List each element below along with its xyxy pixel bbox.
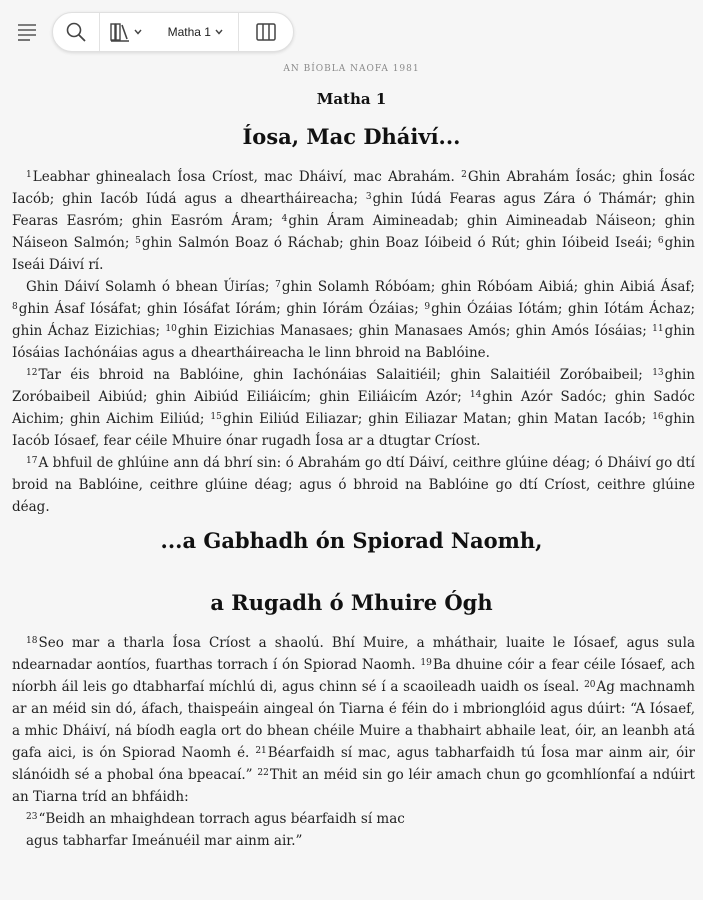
paragraph	[12, 276, 695, 364]
verse-text[interactable]: Ghin Abrahám Íosác; ghin Íosác Iacób; ghin Iacób Iúdá agus a dheartháireacha;	[12, 169, 695, 207]
version-selector[interactable]	[100, 13, 154, 51]
verse-number: 12	[26, 368, 38, 378]
chevron-down-icon	[214, 27, 224, 37]
verse-number: 9	[424, 302, 431, 312]
section-heading: Íosa, Mac Dháiví...	[242, 124, 461, 149]
verse-number: 4	[281, 214, 288, 224]
verse-number: 10	[165, 324, 177, 334]
chapter-content	[0, 58, 703, 852]
paragraph	[12, 166, 695, 276]
paragraph	[12, 452, 695, 518]
books-icon	[109, 21, 131, 43]
quote-line	[26, 808, 703, 830]
quote-text: “Beidh an mhaighdean torrach agus béarfaidh sí mac	[38, 811, 405, 827]
verse-number: 14	[469, 390, 482, 400]
chevron-down-icon	[133, 27, 143, 37]
verse-number: 2	[461, 170, 467, 180]
verse-number: 11	[652, 324, 664, 334]
verse-text[interactable]: ghin Iseái Dáiví rí.	[12, 235, 695, 273]
paragraph	[12, 632, 695, 808]
verse-number: 18	[26, 636, 38, 646]
verse-number: 6	[657, 236, 664, 246]
verse-number: 19	[420, 658, 432, 668]
parallel-columns-icon	[255, 21, 277, 43]
verse-text[interactable]: ghin Zoróbaibeil Aibiúd; ghin Aibiúd Eiliáicím; ghin Eiliáicím Azór;	[12, 367, 695, 405]
verse-number: 21	[255, 746, 267, 756]
book-chapter-label: Matha 1	[167, 25, 211, 39]
verse-number: 7	[275, 280, 281, 290]
search-button[interactable]	[53, 13, 100, 51]
reader-toolbar	[52, 12, 294, 52]
verse-text[interactable]: Béarfaidh sí mac, agus tabharfaidh tú Íosa mar ainm air, óir slánóidh sé a phobal óna bpeacaí.”	[12, 745, 696, 783]
section-heading: a Rugadh ó Mhuire Ógh	[210, 590, 493, 615]
paragraph	[12, 364, 695, 452]
menu-button[interactable]	[14, 18, 40, 44]
passage-text	[0, 632, 703, 808]
search-icon	[65, 21, 87, 43]
verse-text[interactable]: Leabhar ghinealach Íosa Críost, mac Dháiví, mac Abrahám.	[32, 169, 462, 185]
verse-text[interactable]: ghin Azór Sadóc; ghin Sadóc Aichim; ghin Aichim Eiliúd;	[12, 389, 695, 427]
verse-number: 3	[365, 192, 372, 202]
section-heading: ...a Gabhadh ón Spiorad Naomh,	[160, 528, 543, 553]
verse-number: 1	[26, 170, 32, 180]
verse-text[interactable]: ghin Solamh Róbóam; ghin Róbóam Aibiá; ghin Aibiá Ásaf;	[281, 279, 695, 295]
verse-text[interactable]: A bhfuil de ghlúine ann dá bhrí sin: ó Abrahám go dtí Dáiví, ceithre glúine déag; ó Dháiví go dtí broid na Bablóine, ceithre glúine déag; agus ó bhroid na Bablóine go dtí Críost, ceithre glúine déag.	[12, 455, 695, 515]
parallel-view-button[interactable]	[239, 13, 293, 51]
verse-text[interactable]: Seo mar a tharla Íosa Críost a shaolú. Bhí Muire, a mháthair, luaite le Iósaef, agus sula ndearnadar aontíos, fuarthas torrach í ón Spiorad Naomh.	[12, 635, 695, 673]
verse-text[interactable]: Ghin Dáiví Solamh ó bhean Úirías;	[26, 279, 276, 295]
verse-number: 23	[26, 812, 38, 822]
verse-text[interactable]: Ag machnamh ar an méid sin dó, áfach, thaispeáin aingeal ón Tiarna é féin do i mbrionglóid agus dúirt: “A Iósaef, a mhic Dháiví, ná bíodh eagla ort do bhean chéile Muire a thabhairt abhaile leat, óir, an leanbh atá gafa aici, is ón Spiorad Naomh é.	[12, 679, 695, 761]
verse-text[interactable]: ghin Eiliúd Eiliazar; ghin Eiliazar Matan; ghin Matan Iacób;	[222, 411, 653, 427]
verse-text[interactable]: Ba dhuine cóir a fear céile Iósaef, ach níorbh áil leis go dtabharfaí míchlú di, agus chinn sé í a scaoileadh uaidh os íseal.	[12, 657, 696, 695]
verse-text[interactable]: ghin Iósáias Iachónáias agus a dheartháireacha le linn bhroid na Bablóine.	[12, 323, 695, 361]
verse-text[interactable]: ghin Eizichias Manasaes; ghin Manasaes Amós; ghin Amós Iósáias;	[177, 323, 653, 339]
verse-number: 8	[12, 302, 18, 312]
version-name: AN BÍOBLA NAOFA 1981	[283, 64, 420, 74]
verse-text[interactable]: ghin Ásaf Iósáfat; ghin Iósáfat Iórám; ghin Iórám Ózáias;	[18, 301, 425, 317]
verse-number: 17	[26, 456, 38, 466]
poetry-quote	[0, 808, 703, 852]
verse-text[interactable]: ghin Áram Aimineadab; ghin Aimineadab Náiseon; ghin Náiseon Salmón;	[12, 213, 695, 251]
passage-text	[0, 166, 703, 518]
verse-text[interactable]: ghin Iúdá Fearas agus Zára ó Thámár; ghin Fearas Easróm; ghin Easróm Áram;	[12, 191, 695, 229]
verse-number: 13	[652, 368, 664, 378]
verse-number: 20	[584, 680, 596, 690]
verse-text[interactable]: ghin Salmón Boaz ó Ráchab; ghin Boaz Ióibeid ó Rút; ghin Ióibeid Iseái;	[141, 235, 658, 251]
verse-text[interactable]: ghin Iacób Iósaef, fear céile Mhuire ónar rugadh Íosa ar a dtugtar Críost.	[12, 411, 695, 449]
chapter-title: Matha 1	[316, 90, 387, 108]
verse-number: 5	[135, 236, 141, 246]
verse-text[interactable]: Thit an méid sin go léir amach chun go gcomhlíonfaí a ndúirt an Tiarna tríd an bhfáidh:	[12, 767, 695, 805]
quote-text: agus tabharfar Imeánuéil mar ainm air.”	[26, 833, 303, 849]
verse-text[interactable]: Tar éis bhroid na Bablóine, ghin Iachónáias Salaitiéil; ghin Salaitiéil Zoróbaibeil;	[38, 367, 653, 383]
quote-line	[26, 830, 703, 852]
verse-number: 22	[257, 768, 269, 778]
verse-number: 16	[652, 412, 664, 422]
book-chapter-selector[interactable]	[153, 13, 239, 51]
verse-number: 15	[210, 412, 222, 422]
verse-text[interactable]: ghin Ózáias Iótám; ghin Iótám Áchaz; ghin Áchaz Eizichias;	[12, 301, 695, 339]
menu-icon	[14, 18, 40, 44]
